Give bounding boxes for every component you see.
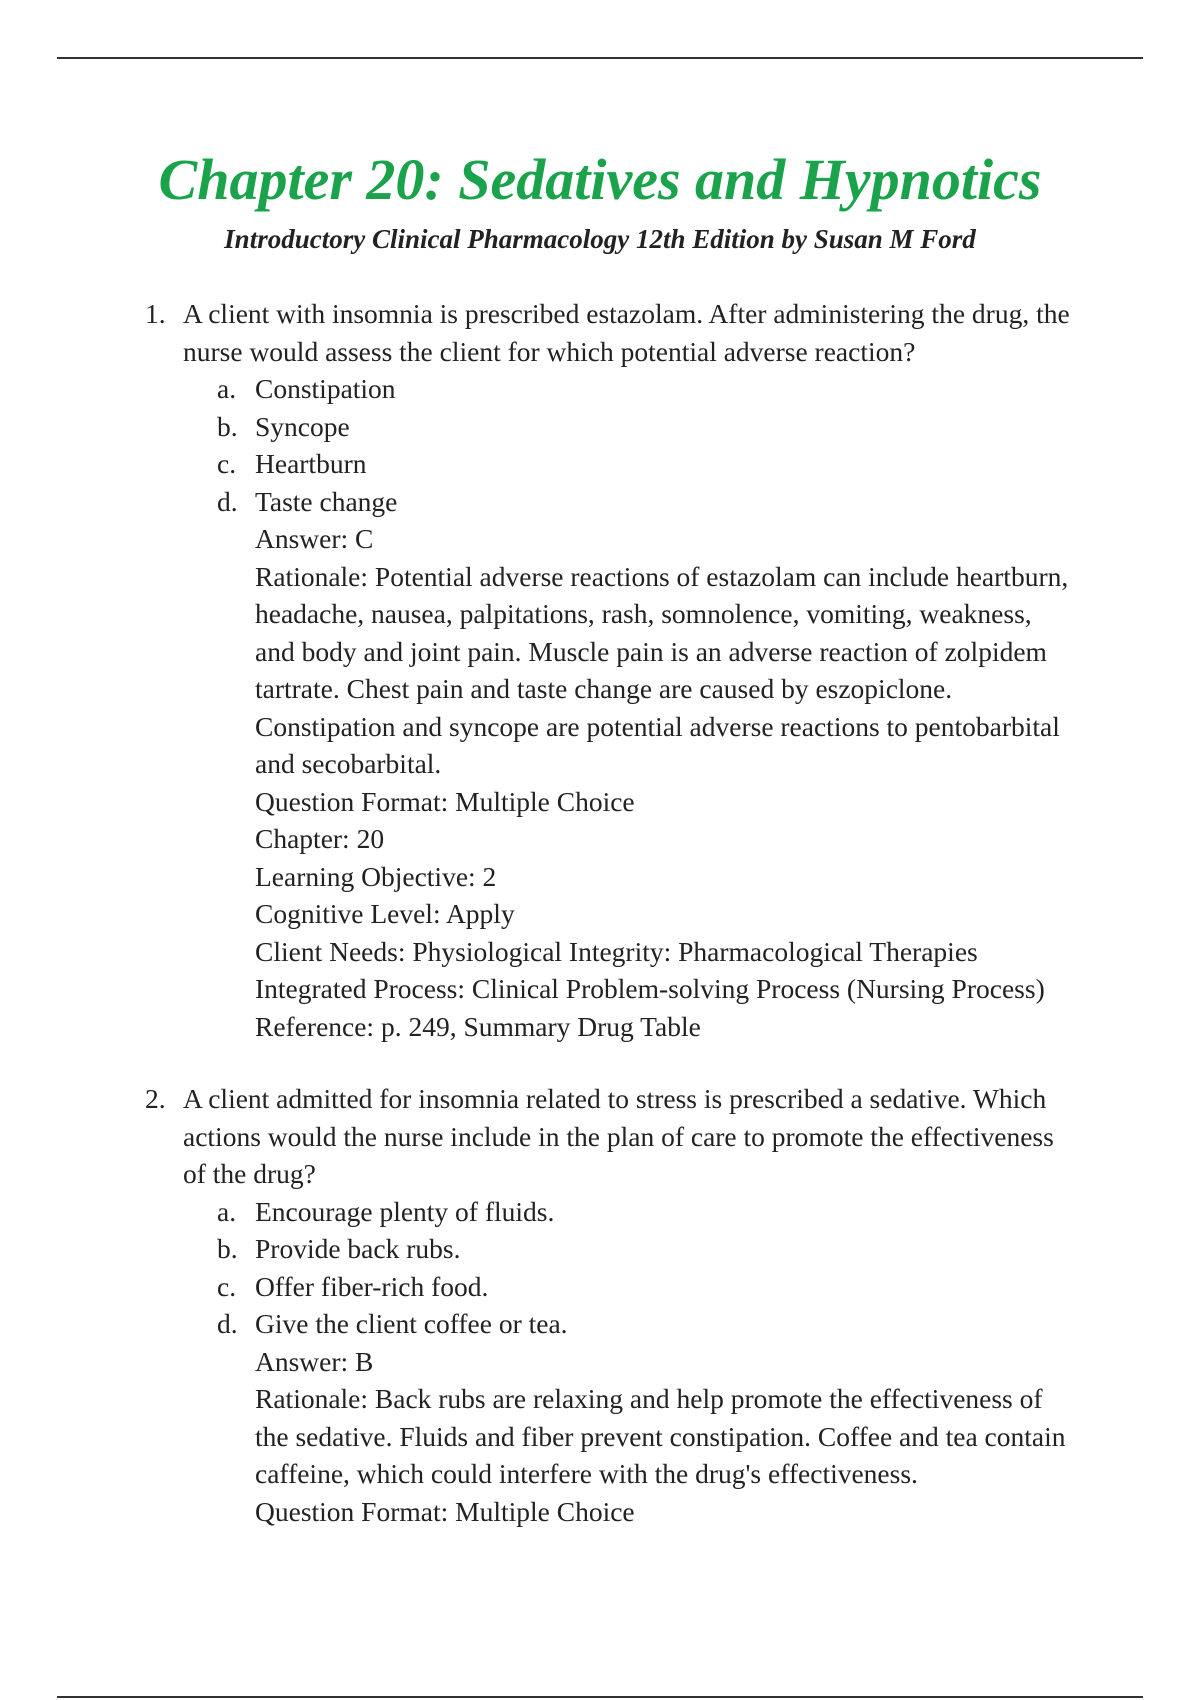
- answer: Answer: B: [255, 1345, 374, 1377]
- option-list: [145, 370, 1075, 520]
- option-letter: a.: [217, 373, 237, 404]
- option-d: [145, 1305, 1075, 1343]
- option-text: Offer fiber-rich food.: [255, 1270, 489, 1302]
- option-text: Syncope: [255, 410, 350, 442]
- option-d: [145, 483, 1075, 521]
- question-stem-row: [145, 1080, 1075, 1193]
- option-c: [145, 445, 1075, 483]
- option-b: [145, 1230, 1075, 1268]
- answer: Answer: C: [255, 523, 374, 554]
- option-letter: d.: [217, 1308, 238, 1339]
- option-text: Give the client coffee or tea.: [255, 1308, 568, 1339]
- question-stem: A client admitted for insomnia related to stress is prescribed a sedative. Which actions would the nurse include in the plan of care to promote the effectiveness of the drug?: [183, 1083, 1054, 1189]
- integrated-process: Integrated Process: Clinical Problem-solving Process (Nursing Process) Reference: p. 249, Summary Drug Table: [255, 973, 1045, 1042]
- option-text: Constipation: [255, 373, 396, 404]
- answer-details: [145, 1343, 1075, 1531]
- question-1: [145, 295, 1075, 1045]
- option-list: [145, 1193, 1075, 1343]
- option-letter: c.: [217, 448, 237, 479]
- page-subtitle: Introductory Clinical Pharmacology 12th Edition by Susan M Ford: [224, 224, 976, 254]
- option-text: Heartburn: [255, 448, 367, 479]
- option-text: Encourage plenty of fluids.: [255, 1195, 555, 1227]
- question-stem-row: [145, 295, 1075, 370]
- question-number: 2.: [145, 1083, 166, 1114]
- option-c: [145, 1268, 1075, 1306]
- question-format: Question Format: Multiple Choice: [255, 1495, 635, 1527]
- option-a: [145, 1193, 1075, 1231]
- answer-details: [145, 520, 1075, 1045]
- option-letter: a.: [217, 1195, 237, 1227]
- option-text: Provide back rubs.: [255, 1233, 461, 1264]
- question-stem: A client with insomnia is prescribed estazolam. After administering the drug, the nurse would assess the client for which potential adverse reaction?: [183, 298, 1070, 367]
- rationale: Rationale: Potential adverse reactions of estazolam can include heartburn, headache, nausea, palpitations, rash, somnolence, vomiting, weakness, and body and joint pain. Muscle pain is an adverse reaction of zolpidem tartrate. Chest pain and taste change are caused by eszopiclone. Constipation and syncope are potential adverse reactions to pentobarbital and secobarbital.: [255, 560, 1069, 779]
- cognitive-level: Cognitive Level: Apply: [255, 898, 515, 929]
- question-number: 1.: [145, 298, 166, 329]
- question-2: [145, 1080, 1075, 1530]
- bottom-rule: [57, 1696, 1143, 1698]
- option-text: Taste change: [255, 485, 398, 517]
- option-letter: c.: [217, 1270, 237, 1302]
- rationale: Rationale: Back rubs are relaxing and help promote the effectiveness of the sedative. Fluids and fiber prevent constipation. Coffee and tea contain caffeine, which could interfere with the drug's effectiveness.: [255, 1383, 1066, 1489]
- learning-objective: Learning Objective: 2: [255, 860, 497, 892]
- option-letter: b.: [217, 1233, 238, 1264]
- option-letter: d.: [217, 485, 238, 517]
- question-format: Question Format: Multiple Choice: [255, 785, 635, 817]
- top-rule: [57, 57, 1143, 59]
- page-title: Chapter 20: Sedatives and Hypnotics: [158, 147, 1042, 212]
- client-needs: Client Needs: Physiological Integrity: Pharmacological Therapies: [255, 935, 978, 967]
- option-b: [145, 408, 1075, 446]
- option-a: [145, 370, 1075, 408]
- option-letter: b.: [217, 410, 238, 442]
- chapter: Chapter: 20: [255, 823, 385, 854]
